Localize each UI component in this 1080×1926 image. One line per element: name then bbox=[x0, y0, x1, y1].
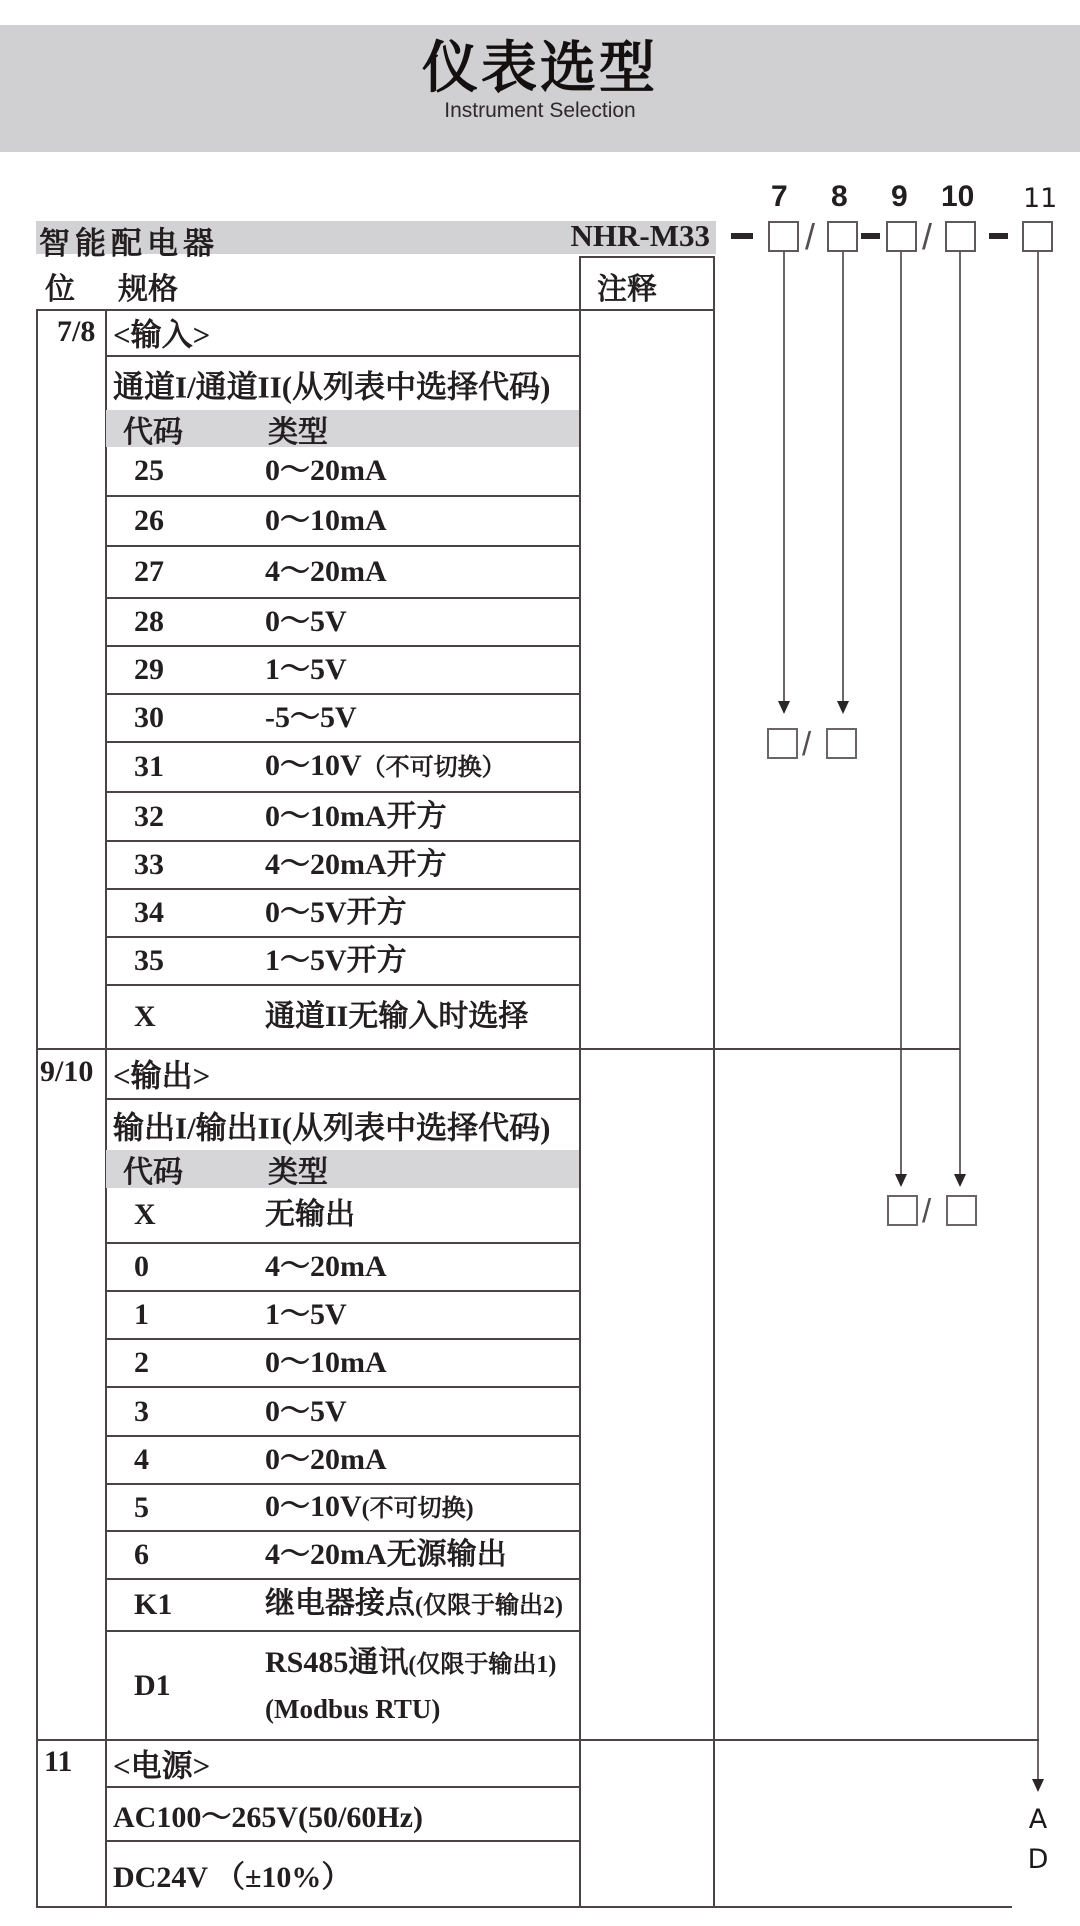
type-cell: 4～20mA开方 bbox=[265, 848, 447, 881]
column-divider bbox=[579, 256, 581, 1908]
table-row bbox=[106, 497, 579, 547]
position-number-9: 9 bbox=[891, 180, 908, 213]
type-cell: 0～10V(不可切换) bbox=[265, 1489, 474, 1523]
table-row bbox=[106, 1188, 579, 1244]
table-row bbox=[106, 447, 579, 497]
table-row bbox=[106, 1388, 579, 1437]
type-cell: 0～5V bbox=[265, 1394, 347, 1428]
code-cell: 26 bbox=[134, 504, 164, 537]
type-note: (不可切换) bbox=[361, 1495, 474, 1522]
spec-cell: DC24V （±10%） bbox=[113, 1861, 352, 1894]
power-code-a: A bbox=[1028, 1804, 1048, 1835]
column-header-pos: 位 bbox=[45, 273, 75, 306]
type-cell: 0～10mA bbox=[265, 1346, 387, 1379]
arrow-down-icon bbox=[1032, 1779, 1044, 1792]
product-name: 智能配电器 bbox=[39, 226, 219, 261]
type-cell: 4～20mA bbox=[265, 1250, 387, 1283]
code-cell: X bbox=[134, 1198, 156, 1231]
type-note: (仅限于输出2) bbox=[415, 1593, 563, 1619]
power-code-d: D bbox=[1027, 1844, 1049, 1875]
table-row bbox=[106, 842, 579, 890]
table-row bbox=[106, 1292, 579, 1340]
branch-line-11 bbox=[1037, 252, 1039, 1779]
type-header-label: 类型 bbox=[268, 1156, 328, 1189]
section-header-row bbox=[106, 1739, 579, 1788]
code-cell: 1 bbox=[134, 1298, 149, 1331]
slash-separator: / bbox=[805, 216, 816, 257]
section-subheader-text: 通道I/通道II(从列表中选择代码) bbox=[113, 369, 551, 404]
table-row bbox=[106, 1632, 579, 1739]
type-header-label: 类型 bbox=[268, 415, 328, 449]
type-cell: 0～10mA开方 bbox=[265, 799, 447, 833]
product-header-bar bbox=[36, 218, 716, 261]
table-border bbox=[579, 256, 715, 258]
code-header-label: 代码 bbox=[123, 1156, 183, 1189]
table-row bbox=[106, 986, 579, 1048]
table-border-left bbox=[36, 309, 38, 1908]
section-header-row bbox=[106, 1048, 579, 1100]
code-cell: 32 bbox=[134, 799, 164, 833]
code-cell: 25 bbox=[134, 454, 164, 487]
dash-separator bbox=[989, 233, 1008, 239]
code-cell: K1 bbox=[134, 1588, 173, 1621]
code-cell: 29 bbox=[134, 653, 164, 686]
code-cell: 33 bbox=[134, 848, 164, 881]
dash-separator bbox=[731, 233, 753, 239]
table-row bbox=[106, 1580, 579, 1632]
type-line2: (Modbus RTU) bbox=[265, 1693, 441, 1724]
arrow-down-icon bbox=[778, 701, 790, 714]
product-model: NHR-M33 bbox=[570, 218, 710, 253]
column-header-note: 注释 bbox=[597, 273, 657, 306]
type-cell: 4～20mA无源输出 bbox=[265, 1538, 507, 1571]
channel-box-8 bbox=[826, 728, 857, 759]
section-pos-label: 7/8 bbox=[57, 315, 96, 348]
code-cell: 34 bbox=[134, 896, 164, 929]
branch-line-10 bbox=[959, 252, 961, 1174]
type-note: (仅限于输出1) bbox=[408, 1651, 557, 1678]
type-cell: 1～5V bbox=[265, 653, 347, 686]
position-number-11: 11 bbox=[1023, 183, 1058, 214]
code-cell: 2 bbox=[134, 1346, 149, 1379]
column-header-spec: 规格 bbox=[118, 273, 178, 306]
code-cell: 27 bbox=[134, 555, 164, 588]
spec-cell: AC100～265V(50/60Hz) bbox=[113, 1801, 423, 1834]
table-row bbox=[106, 695, 579, 743]
output-box-9 bbox=[887, 1195, 918, 1226]
code-cell: 35 bbox=[134, 944, 164, 977]
code-box-7 bbox=[768, 221, 799, 252]
branch-line-9 bbox=[900, 252, 902, 1174]
slash-separator: / bbox=[922, 216, 933, 257]
table-row bbox=[106, 1485, 579, 1532]
dash-separator bbox=[861, 233, 880, 239]
arrow-down-icon bbox=[837, 701, 849, 714]
table-row bbox=[106, 647, 579, 695]
code-box-9 bbox=[886, 221, 917, 252]
table-row bbox=[106, 1788, 579, 1842]
code-type-header-band bbox=[106, 1150, 579, 1188]
code-cell: D1 bbox=[134, 1668, 171, 1702]
type-cell: 0～10V（不可切换） bbox=[265, 749, 506, 782]
position-number-7: 7 bbox=[771, 180, 788, 213]
table-row bbox=[106, 547, 579, 599]
type-cell: 0～20mA bbox=[265, 1443, 387, 1476]
type-cell: -5～5V bbox=[265, 701, 357, 734]
code-cell: 6 bbox=[134, 1538, 149, 1571]
code-type-header-band bbox=[106, 410, 579, 447]
branch-line-8 bbox=[842, 252, 844, 701]
code-cell: 5 bbox=[134, 1490, 149, 1524]
slash-separator: / bbox=[802, 725, 812, 762]
code-cell: 30 bbox=[134, 701, 164, 734]
table-row bbox=[106, 793, 579, 842]
code-cell: 0 bbox=[134, 1250, 149, 1283]
slash-separator: / bbox=[922, 1192, 932, 1229]
page-banner bbox=[0, 25, 1080, 152]
section-subheader-row bbox=[106, 1100, 579, 1150]
table-row bbox=[106, 1437, 579, 1485]
position-number-8: 8 bbox=[831, 180, 848, 213]
section-pos-label: 9/10 bbox=[40, 1055, 94, 1088]
section-header-text: <电源> bbox=[113, 1748, 211, 1783]
type-cell: 4～20mA bbox=[265, 555, 387, 588]
type-cell: 1～5V开方 bbox=[265, 944, 407, 977]
type-cell: 0～5V bbox=[265, 605, 347, 638]
arrow-down-icon bbox=[895, 1174, 907, 1187]
type-cell: RS485通讯(仅限于输出1) (Modbus RTU) bbox=[265, 1641, 556, 1731]
code-cell: X bbox=[134, 1000, 156, 1033]
table-row bbox=[106, 938, 579, 986]
table-row bbox=[106, 1340, 579, 1388]
page-title: 仪表选型 bbox=[422, 36, 658, 99]
code-box-8 bbox=[827, 221, 858, 252]
type-cell: 0～10mA bbox=[265, 504, 387, 537]
branch-line-7 bbox=[783, 252, 785, 701]
type-cell: 无输出 bbox=[265, 1198, 355, 1231]
channel-box-7 bbox=[767, 728, 798, 759]
table-row bbox=[106, 599, 579, 647]
code-cell: 3 bbox=[134, 1394, 149, 1428]
arrow-down-icon bbox=[954, 1174, 966, 1187]
type-cell: 1～5V bbox=[265, 1298, 347, 1331]
type-cell: 0～5V开方 bbox=[265, 896, 407, 929]
code-box-10 bbox=[945, 221, 976, 252]
section-header-text: <输出> bbox=[113, 1058, 211, 1094]
code-cell: 4 bbox=[134, 1443, 149, 1476]
position-number-10: 10 bbox=[941, 180, 975, 213]
type-cell: 0～20mA bbox=[265, 454, 387, 487]
code-header-label: 代码 bbox=[123, 415, 183, 449]
output-box-10 bbox=[946, 1195, 977, 1226]
section-subheader-text: 输出I/输出II(从列表中选择代码) bbox=[113, 1110, 551, 1146]
type-cell: 通道II无输入时选择 bbox=[265, 1000, 529, 1033]
section-header-text: <输入> bbox=[113, 317, 211, 353]
table-border-right bbox=[713, 256, 715, 1908]
table-row bbox=[106, 890, 579, 938]
page-subtitle: Instrument Selection bbox=[444, 99, 636, 122]
section-pos-label: 11 bbox=[44, 1745, 73, 1778]
type-cell: 继电器接点(仅限于输出2) bbox=[265, 1587, 563, 1620]
table-row bbox=[106, 743, 579, 793]
code-box-11 bbox=[1022, 221, 1053, 252]
table-row bbox=[106, 1244, 579, 1292]
table-row bbox=[106, 1842, 579, 1906]
section-subheader-row bbox=[106, 357, 579, 410]
code-cell: 31 bbox=[134, 750, 164, 783]
type-note: （不可切换） bbox=[361, 755, 506, 781]
code-cell: 28 bbox=[134, 605, 164, 638]
table-border-bottom bbox=[36, 1906, 1012, 1908]
table-row bbox=[106, 1532, 579, 1580]
section-header-row bbox=[106, 309, 579, 357]
